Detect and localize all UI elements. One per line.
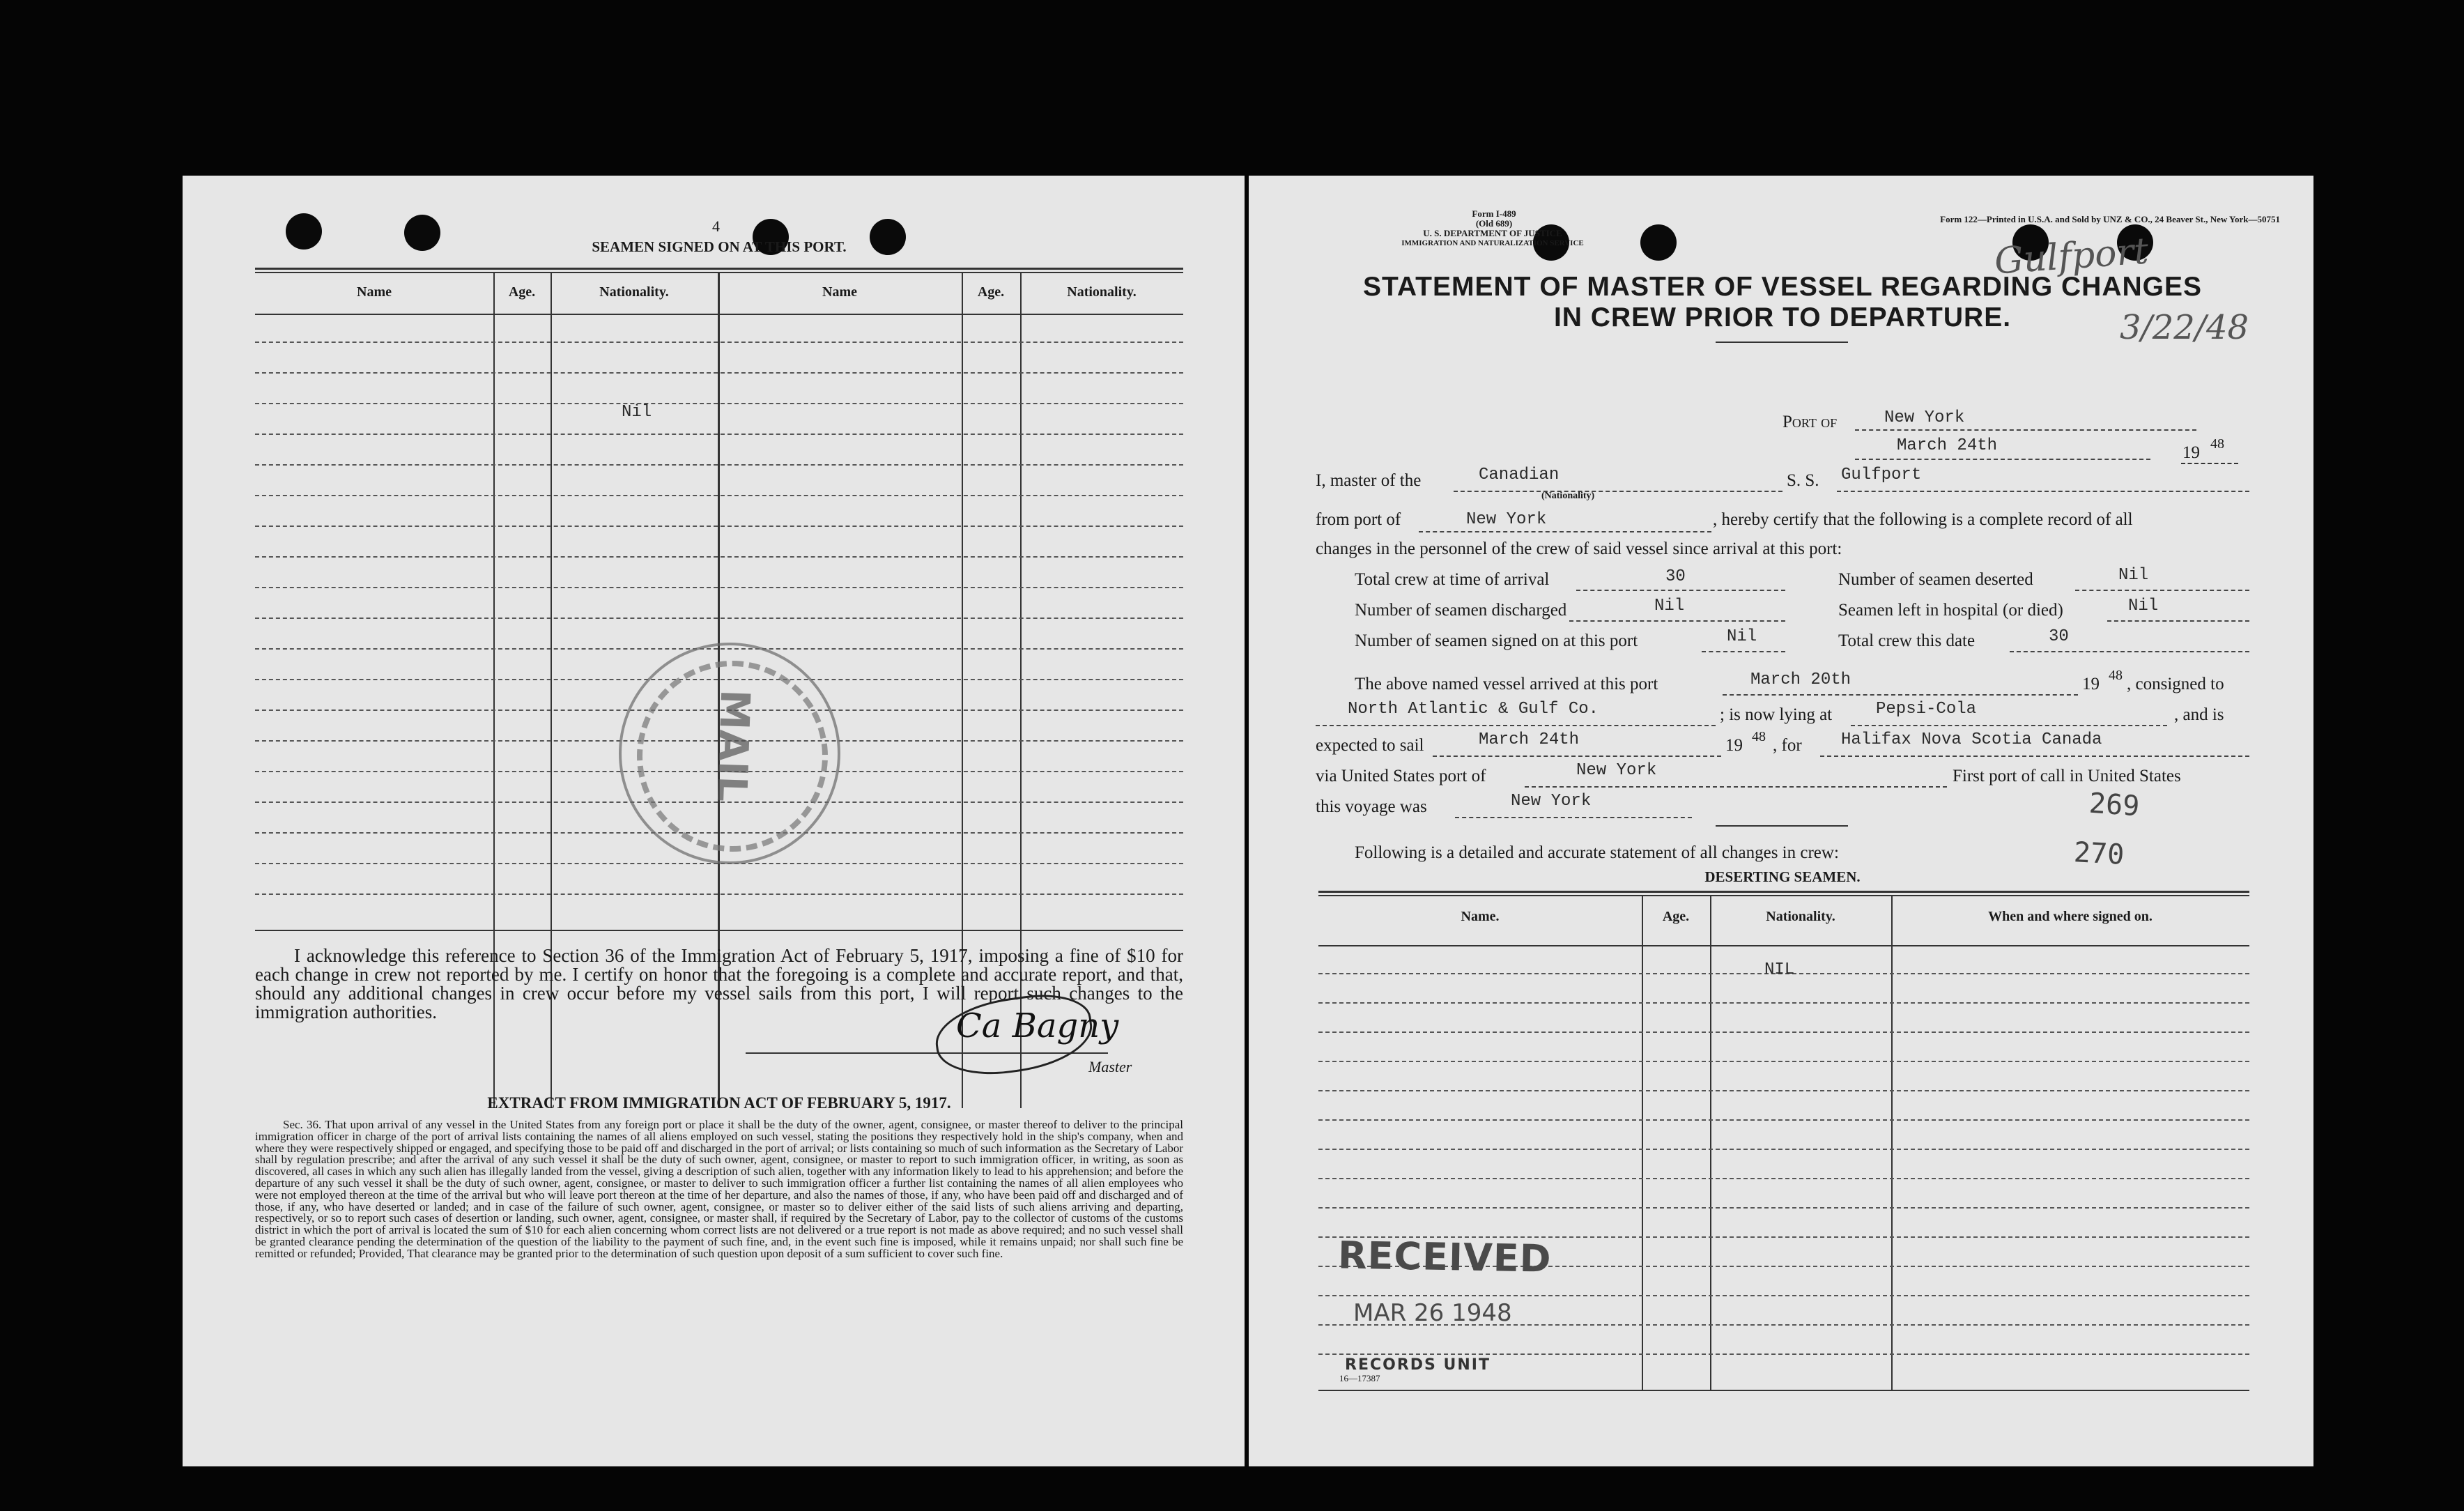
punch-hole-icon — [286, 213, 322, 250]
first-port-value: New York — [1511, 792, 1592, 811]
header-age: Age. — [508, 284, 536, 300]
records-stamp: RECORDS UNIT — [1345, 1356, 1491, 1374]
left-page — [183, 176, 1245, 1466]
printer-note: Form 122—Printed in U.S.A. and Sold by UNZ & CO., 24 Beaver St., New York—50751 — [1940, 214, 2280, 224]
expected-value: March 24th — [1479, 730, 1580, 749]
lying-label: ; is now lying at — [1720, 705, 1833, 724]
right-page — [1249, 176, 2313, 1466]
nationality-caption: (Nationality) — [1541, 491, 1595, 501]
total-date-value: 30 — [2049, 627, 2069, 646]
ss-value: Gulfport — [1841, 466, 1922, 484]
title-underline — [1716, 342, 1848, 343]
punch-hole-icon — [404, 215, 440, 251]
port-of-value: New York — [1884, 408, 1965, 427]
signed-on-value: Nil — [1727, 627, 1757, 646]
table-row — [1318, 1002, 2249, 1004]
arrived-year: 48 — [2109, 668, 2123, 683]
consigned-label: , consigned to — [2127, 675, 2224, 693]
table-row — [255, 464, 1183, 466]
header-nationality: Nationality. — [1766, 909, 1835, 924]
table-row — [1318, 1295, 2249, 1296]
table-row — [1318, 1207, 2249, 1209]
table-row — [255, 587, 1183, 588]
for-label: , for — [1773, 736, 1802, 755]
handwritten-date: 3/22/48 — [2120, 308, 2249, 347]
table-row — [1318, 1119, 2249, 1121]
header-name: Name — [357, 284, 392, 300]
nil-entry: Nil — [622, 403, 652, 422]
hospital-label: Seamen left in hospital (or died) — [1838, 601, 2063, 620]
service: IMMIGRATION AND NATURALIZATION SERVICE — [1401, 239, 1584, 247]
arrived-label: The above named vessel arrived at this port — [1355, 675, 1658, 693]
table-bottom-rule — [255, 930, 1183, 931]
header-nationality: Nationality. — [1067, 284, 1137, 300]
table-row — [255, 526, 1183, 527]
table-top-rule — [255, 268, 1183, 270]
postmark-text: MAIL — [707, 689, 760, 803]
header-name: Name. — [1461, 909, 1500, 924]
via-value: New York — [1576, 761, 1657, 780]
expected-label: expected to sail — [1316, 736, 1424, 755]
via-label: via United States port of — [1316, 767, 1486, 785]
total-arrival-label: Total crew at time of arrival — [1355, 570, 1550, 589]
extract-text: Sec. 36. That upon arrival of any vessel in the United States from any foreign port or place it shall be the duty of the owner, agent, consignee, or master thereof to deliver to the principal immigration officer in charge of the port of arrival lists containing the names of all aliens employed on such vessel, stating the positions they respectively hold in the ship's company, when and where they were respectively shipped or engaged, and specifying those to be paid off and discharged in the port of arrival; or lists containing so much of such information as the Secretary of Labor shall by regulation prescribe; and after the arrival of any such vessel it shall be the duty of such owner, agent, consignee, or master to report to such immigration officer, in writing, as soon as discovered, all cases in which any such alien has illegally landed from the vessel, giving a description of such alien, together with any information likely to lead to his apprehension; and before the departure of any such vessel it shall be the duty of such owner, agent, consignee, or master to deliver to such immigration officer a further list containing the names of all alien employees who were not employed thereon at the time of the arrival but who will leave port thereon at the time of her departure, and also the names of those, if any, who have been paid off and discharged and of those, if any, who have deserted or landed; and in case of the failure of such owner, agent, consignee, or master so to deliver either of the said lists of such aliens arriving and departing, respectively, or so to report such cases of desertion or landing, such owner, agent, consignee, or master shall, if required by the Secretary of Labor, pay to the collector of customs of the customs district in which the port of arrival is located the sum of $10 for each alien concerning whom correct lists are not delivered or a true report is not made as above required; and no such vessel shall be granted clearance pending the determination of the question of the liability to the payment of such fine, and, in the event such fine is imposed, while it remains unpaid; nor shall such fine be remitted or refunded; Provided, That clearance may be granted prior to the determination of such question upon deposit of a sum sufficient to cover such fine. — [255, 1118, 1183, 1260]
handwritten-port: Gulfport — [1993, 230, 2150, 283]
consignee-value: North Atlantic & Gulf Co. — [1348, 700, 1599, 719]
discharged-value: Nil — [1654, 597, 1685, 615]
changes-text: changes in the personnel of the crew of said vessel since arrival at this port: — [1316, 539, 1842, 558]
table-row — [255, 893, 1183, 895]
extract-title: EXTRACT FROM IMMIGRATION ACT OF FEBRUARY 5, 1917. — [487, 1094, 951, 1112]
signed-on-label: Number of seamen signed on at this port — [1355, 631, 1638, 650]
number-stamp-1: 269 — [2088, 787, 2141, 823]
table-row — [255, 403, 1183, 404]
table-row — [255, 495, 1183, 496]
page-number: 4 — [712, 217, 720, 235]
certify-text: , hereby certify that the following is a complete record of all — [1713, 510, 2133, 529]
form-title-line1: STATEMENT OF MASTER OF VESSEL REGARDING CHANGES — [1362, 272, 2203, 302]
form-number: Form I-489 — [1472, 208, 1516, 219]
hospital-value: Nil — [2128, 597, 2159, 615]
destination-value: Halifax Nova Scotia Canada — [1841, 730, 2102, 749]
expected-year-prefix: 19 — [1725, 736, 1743, 755]
year-value: 48 — [2210, 436, 2224, 452]
total-date-label: Total crew this date — [1838, 631, 1976, 650]
table-row — [255, 434, 1183, 435]
table-row — [255, 372, 1183, 374]
from-port-label: from port of — [1316, 510, 1401, 529]
master-signature: Ca Bagny — [956, 1006, 1119, 1045]
section-title: SEAMEN SIGNED ON AT THIS PORT. — [592, 238, 847, 255]
department: U. S. DEPARTMENT OF JUSTICE — [1423, 228, 1562, 238]
received-stamp: RECEIVED — [1337, 1233, 1553, 1281]
date-value: March 24th — [1897, 436, 1998, 455]
from-port-field — [1419, 510, 1711, 532]
footer-code: 16—17387 — [1339, 1373, 1380, 1383]
table-row — [1318, 1061, 2249, 1062]
this-voyage-label: this voyage was — [1316, 797, 1427, 816]
table-row — [255, 618, 1183, 619]
port-of-label: Port of — [1782, 413, 1838, 431]
header-when-where: When and where signed on. — [1988, 909, 2153, 924]
discharged-label: Number of seamen discharged — [1355, 601, 1567, 620]
table-row — [1318, 1090, 2249, 1091]
arrived-year-prefix: 19 — [2082, 675, 2100, 693]
expected-year: 48 — [1752, 729, 1766, 744]
number-stamp-2: 270 — [2072, 836, 2125, 871]
acknowledgement-text: I acknowledge this reference to Section 36 of the Immigration Act of February 5, 1917, imposing a fine of $10 for each change in crew not reported by me. I certify on honor that the foregoing is a complete and accurate report, and that, should any additional changes in crew occur before my vessel sails from this port, I will report such changes to the immigration authorities. — [255, 945, 1183, 1022]
table-row — [255, 556, 1183, 558]
table-row — [1318, 1178, 2249, 1179]
table-row — [1318, 1149, 2249, 1150]
nationality-value: Canadian — [1479, 466, 1560, 484]
table-row — [1318, 1353, 2249, 1355]
deserted-label: Number of seamen deserted — [1838, 570, 2033, 589]
deserted-value: Nil — [2118, 566, 2149, 585]
year-prefix: 19 — [2182, 443, 2200, 462]
first-port-label: First port of call in United States — [1953, 767, 2181, 785]
postmark-stamp — [619, 643, 840, 864]
table-row — [1318, 1031, 2249, 1033]
nil-entry: NIL — [1764, 960, 1795, 979]
table-row — [255, 342, 1183, 343]
master-label: Master — [1088, 1058, 1132, 1075]
ss-label: S. S. — [1787, 471, 1819, 490]
lying-value: Pepsi-Cola — [1876, 700, 1977, 719]
arrived-value: March 20th — [1750, 670, 1851, 689]
header-name: Name — [822, 284, 857, 300]
deserting-title: DESERTING SEAMEN. — [1704, 868, 1861, 885]
header-age: Age. — [977, 284, 1005, 300]
and-is-label: , and is — [2174, 705, 2224, 724]
following-text: Following is a detailed and accurate statement of all changes in crew: — [1355, 843, 1839, 862]
form-title-line2: IN CREW PRIOR TO DEPARTURE. — [1553, 302, 2012, 332]
received-date: MAR 26 1948 — [1353, 1299, 1512, 1327]
master-of-label: I, master of the — [1316, 471, 1422, 490]
total-arrival-value: 30 — [1665, 567, 1686, 586]
header-nationality: Nationality. — [599, 284, 669, 300]
header-age: Age. — [1662, 909, 1690, 924]
from-port-value: New York — [1466, 510, 1547, 529]
form-old-number: (Old 689) — [1475, 218, 1513, 229]
